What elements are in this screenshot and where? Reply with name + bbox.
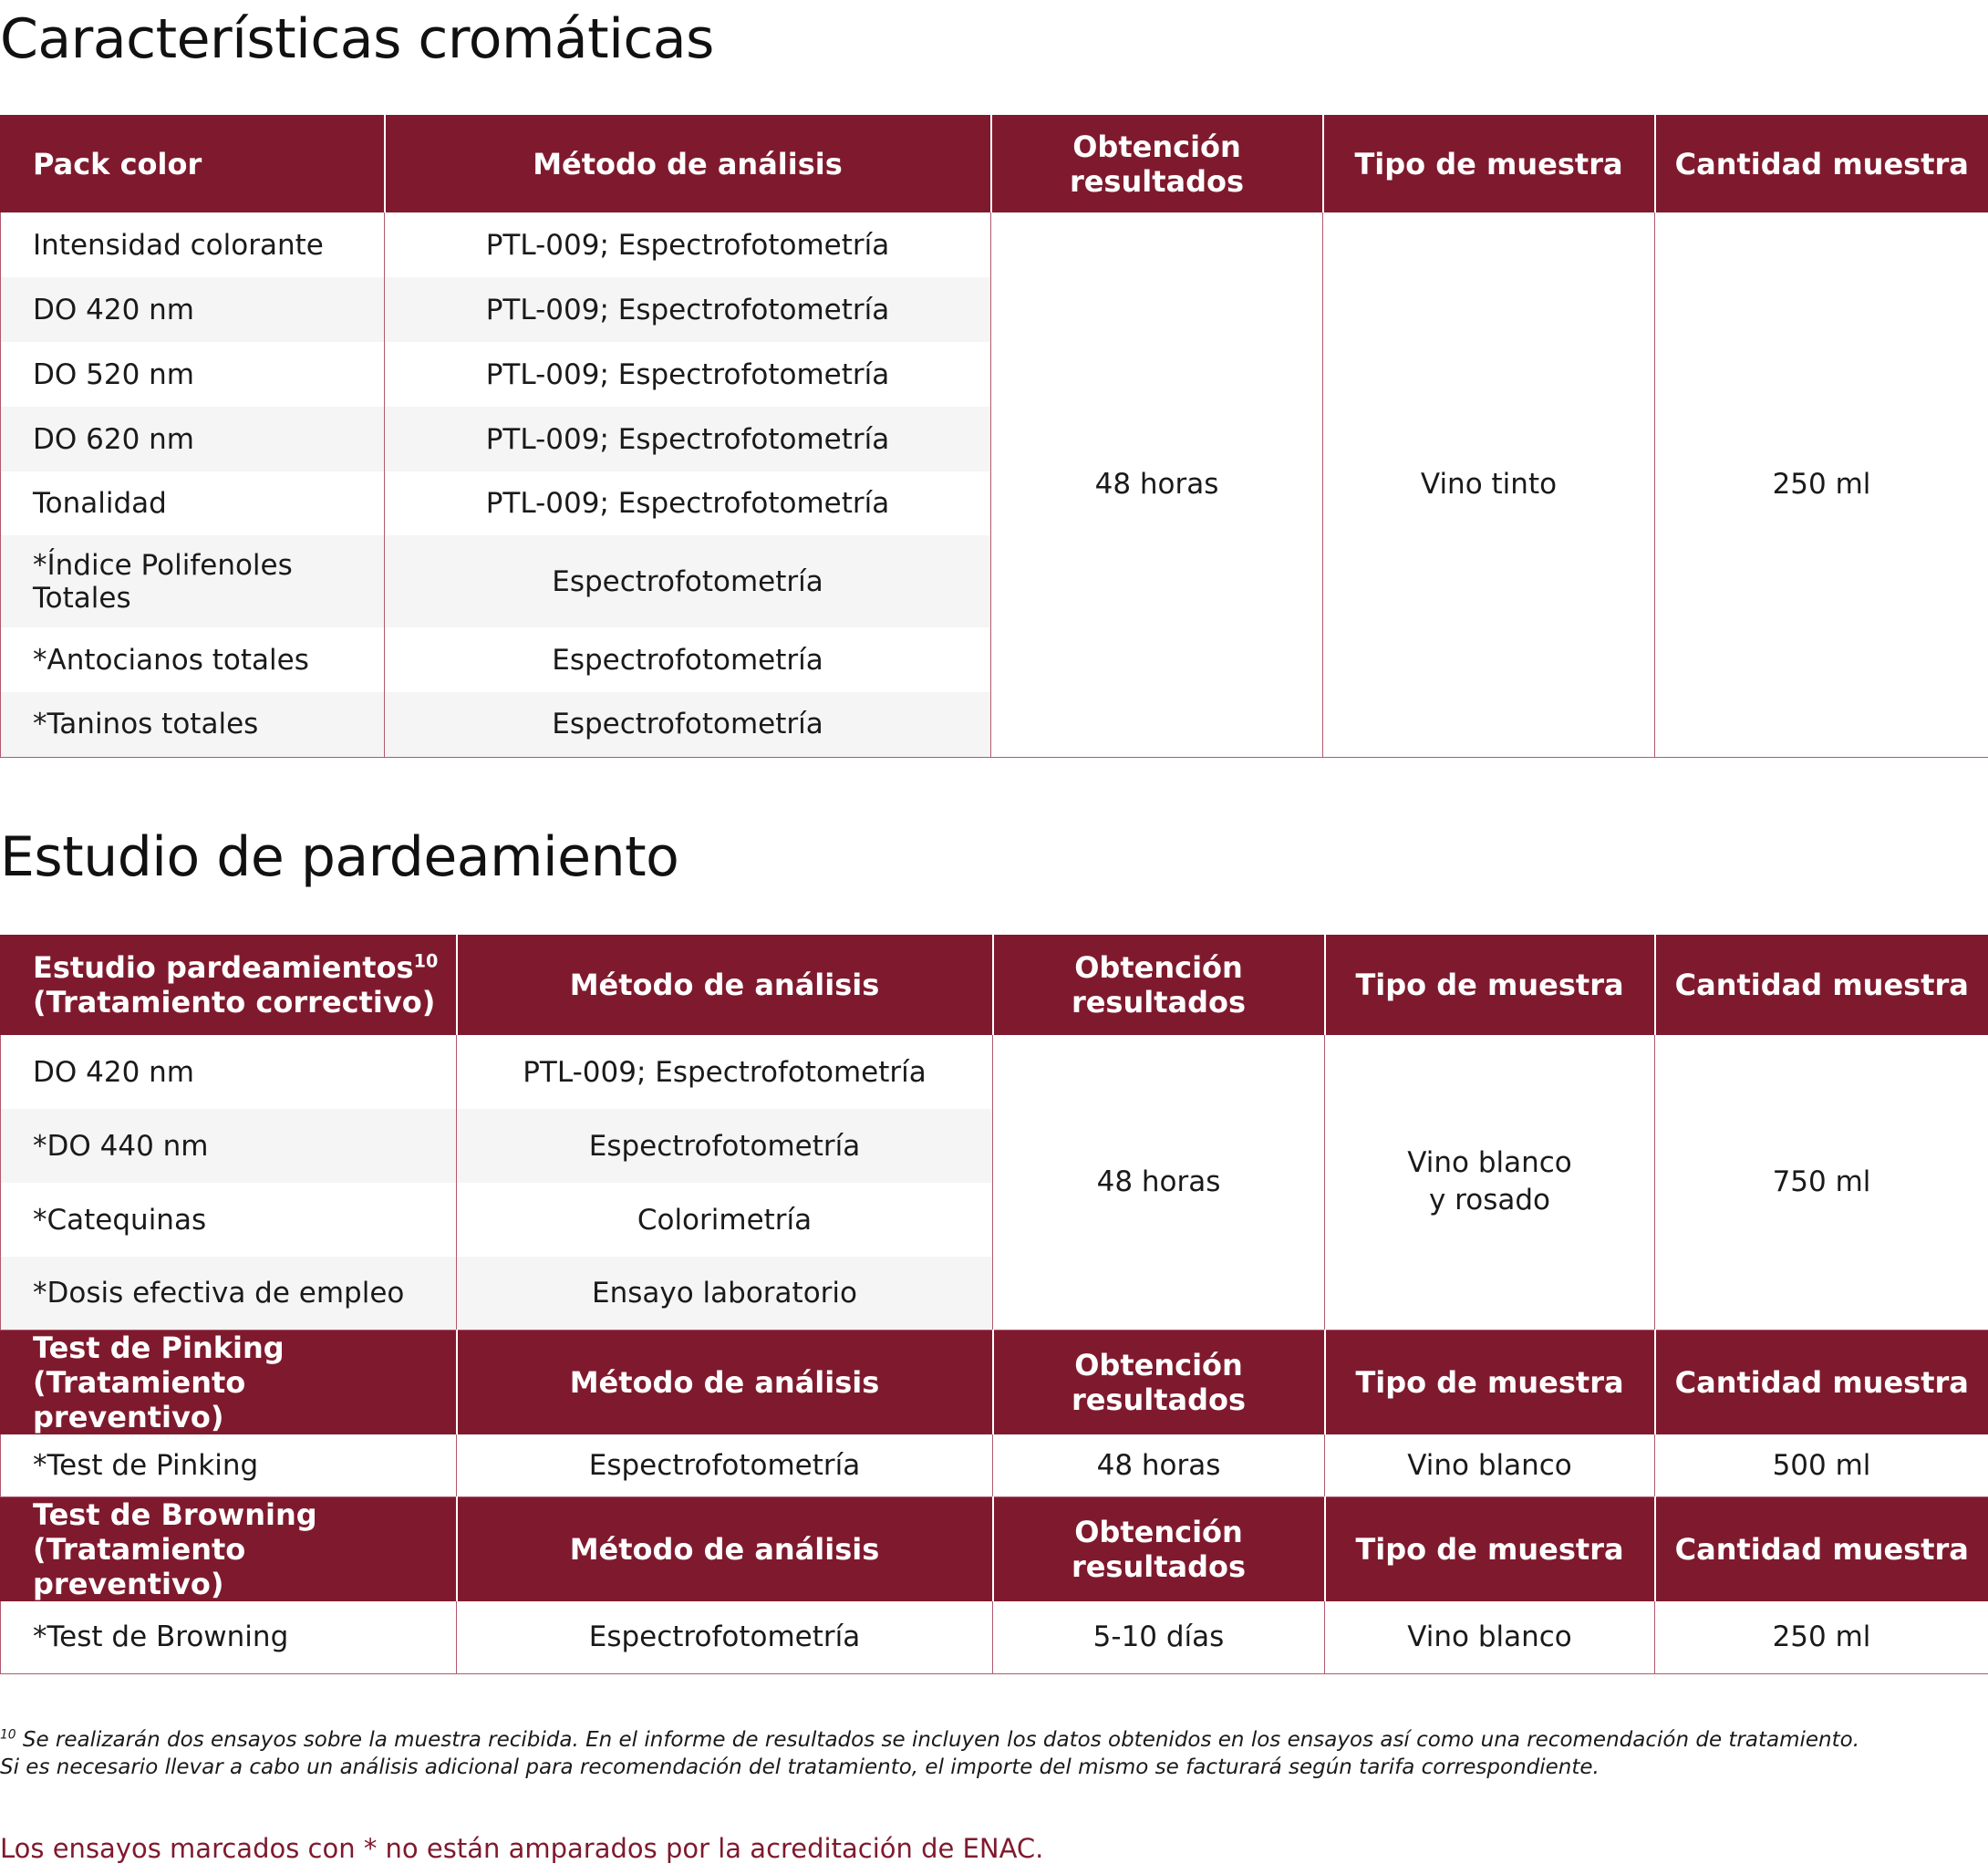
test-method: PTL-009; Espectrofotometría bbox=[385, 277, 991, 342]
result-time: 48 horas bbox=[993, 1035, 1325, 1330]
header-pinking-test: Test de Pinking (Tratamiento preventivo) bbox=[1, 1330, 457, 1434]
header-sample-qty: Cantidad muestra bbox=[1655, 935, 1988, 1035]
table-header-row bbox=[1, 935, 1988, 1035]
header-result-time: Obtención resultados bbox=[993, 1497, 1325, 1602]
test-name: *Test de Browning bbox=[1, 1601, 457, 1673]
table-row bbox=[1, 1601, 1988, 1673]
test-name: *Índice Polifenoles Totales bbox=[1, 535, 385, 627]
footnote-line-2: Si es necesario llevar a cabo un análisis adicional para recomendación del tratamiento, el importe del mismo se facturará según tarifa correspondiente. bbox=[0, 1755, 1600, 1779]
test-name: *Catequinas bbox=[1, 1183, 457, 1257]
result-time: 48 horas bbox=[991, 212, 1323, 757]
header-sample-type: Tipo de muestra bbox=[1325, 935, 1655, 1035]
test-method: PTL-009; Espectrofotometría bbox=[385, 471, 991, 535]
test-method: Espectrofotometría bbox=[457, 1109, 993, 1183]
sample-type: Vino blanco bbox=[1325, 1434, 1655, 1497]
test-method: Colorimetría bbox=[457, 1183, 993, 1257]
test-method: Espectrofotometría bbox=[385, 535, 991, 627]
result-time: 48 horas bbox=[993, 1434, 1325, 1497]
test-name: Tonalidad bbox=[1, 471, 385, 535]
chromatic-characteristics-table bbox=[0, 115, 1988, 758]
test-name: *DO 440 nm bbox=[1, 1109, 457, 1183]
header-method: Método de análisis bbox=[385, 115, 991, 212]
test-method: Ensayo laboratorio bbox=[457, 1257, 993, 1330]
sample-qty: 500 ml bbox=[1655, 1434, 1988, 1497]
footnote-line-1: $^{10}$ Se realizarán dos ensayos sobre la muestra recibida. En el informe de resultados se incluyen los datos obtenidos en los ensayos así como una recomendación de tratamiento. bbox=[0, 1727, 1860, 1752]
header-method: Método de análisis bbox=[457, 1497, 993, 1602]
header-result-time: Obtención resultados bbox=[993, 935, 1325, 1035]
test-name: DO 420 nm bbox=[1, 1035, 457, 1109]
header-result-time: Obtención resultados bbox=[991, 115, 1323, 212]
test-name: DO 620 nm bbox=[1, 407, 385, 471]
sample-qty: 250 ml bbox=[1655, 212, 1988, 757]
test-method: PTL-009; Espectrofotometría bbox=[457, 1035, 993, 1109]
header-sample-type: Tipo de muestra bbox=[1325, 1497, 1655, 1602]
sample-type: Vino tinto bbox=[1323, 212, 1655, 757]
header-pack-color: Pack color bbox=[1, 115, 385, 212]
test-method: PTL-009; Espectrofotometría bbox=[385, 407, 991, 471]
browning-study-table bbox=[0, 935, 1988, 1674]
table-row bbox=[1, 1434, 1988, 1497]
table-header-row bbox=[1, 1330, 1988, 1434]
header-result-time: Obtención resultados bbox=[993, 1330, 1325, 1434]
sample-qty: 750 ml bbox=[1655, 1035, 1988, 1330]
header-browning-study: Estudio pardeamientos$^{10}$ (Tratamiento correctivo) bbox=[1, 935, 457, 1035]
sample-type: Vino blanco bbox=[1325, 1601, 1655, 1673]
test-name: *Taninos totales bbox=[1, 692, 385, 757]
table-header-row bbox=[1, 1497, 1988, 1602]
header-browning-test: Test de Browning (Tratamiento preventivo) bbox=[1, 1497, 457, 1602]
header-method: Método de análisis bbox=[457, 1330, 993, 1434]
table-row bbox=[1, 1035, 1988, 1109]
table-header-row bbox=[1, 115, 1988, 212]
test-method: Espectrofotometría bbox=[385, 627, 991, 692]
footnote bbox=[0, 1726, 1979, 1781]
test-method: Espectrofotometría bbox=[385, 692, 991, 757]
header-method: Método de análisis bbox=[457, 935, 993, 1035]
header-sample-type: Tipo de muestra bbox=[1323, 115, 1655, 212]
header-sample-qty: Cantidad muestra bbox=[1655, 115, 1988, 212]
test-method: PTL-009; Espectrofotometría bbox=[385, 212, 991, 277]
section-title-browning: Estudio de pardeamiento bbox=[0, 825, 679, 889]
test-method: Espectrofotometría bbox=[457, 1434, 993, 1497]
header-sample-type: Tipo de muestra bbox=[1325, 1330, 1655, 1434]
test-method: PTL-009; Espectrofotometría bbox=[385, 342, 991, 407]
header-sample-qty: Cantidad muestra bbox=[1655, 1330, 1988, 1434]
sample-qty: 250 ml bbox=[1655, 1601, 1988, 1673]
test-name: DO 520 nm bbox=[1, 342, 385, 407]
table-row bbox=[1, 212, 1988, 277]
test-name: *Dosis efectiva de empleo bbox=[1, 1257, 457, 1330]
section-title-chromatic: Características cromáticas bbox=[0, 7, 714, 71]
enac-accreditation-note: Los ensayos marcados con * no están amparados por la acreditación de ENAC. bbox=[0, 1833, 1044, 1864]
test-name: *Test de Pinking bbox=[1, 1434, 457, 1497]
test-name: DO 420 nm bbox=[1, 277, 385, 342]
test-name: *Antocianos totales bbox=[1, 627, 385, 692]
test-name: Intensidad colorante bbox=[1, 212, 385, 277]
result-time: 5-10 días bbox=[993, 1601, 1325, 1673]
test-method: Espectrofotometría bbox=[457, 1601, 993, 1673]
sample-type: Vino blanco y rosado bbox=[1325, 1035, 1655, 1330]
header-sample-qty: Cantidad muestra bbox=[1655, 1497, 1988, 1602]
